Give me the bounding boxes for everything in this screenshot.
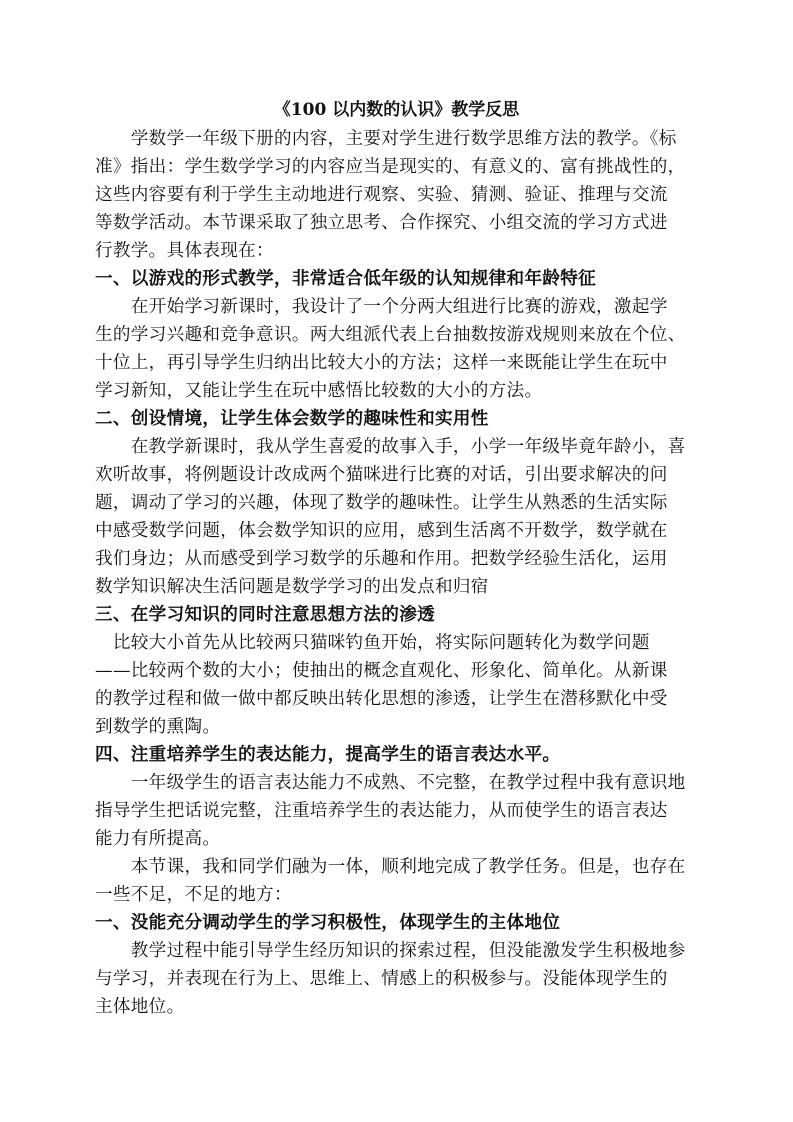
section-heading: 四、注重培养学生的表达能力，提高学生的语言表达水平。	[95, 744, 561, 765]
paragraph-line: 在教学新课时，我从学生喜爱的故事入手，小学一年级毕竟年龄小，喜	[95, 437, 686, 457]
paragraph-line: 一年级学生的语言表达能力不成熟、不完整，在教学过程中我有意识地	[95, 773, 686, 793]
paragraph-line: 生的学习兴趣和竞争意识。两大组派代表上台抽数按游戏规则来放在个位、	[95, 325, 686, 345]
paragraph-line: 到数学的熏陶。	[95, 717, 221, 737]
paragraph-line: 等数学活动。本节课采取了独立思考、合作探究、小组交流的学习方式进	[95, 213, 668, 233]
paragraph-line: 准》指出：学生数学学习的内容应当是现实的、有意义的、富有挑战性的，	[95, 157, 686, 177]
section-heading: 一、以游戏的形式教学，非常适合低年级的认知规律和年龄特征	[95, 268, 597, 289]
paragraph-line: 数学知识解决生活问题是数学学习的出发点和归宿	[95, 577, 489, 597]
paragraph-line: 比较大小首先从比较两只猫咪钓鱼开始，将实际问题转化为数学问题	[95, 633, 650, 653]
section-heading: 二、创设情境，让学生体会数学的趣味性和实用性	[95, 408, 489, 429]
paragraph-line: 学习新知，又能让学生在玩中感悟比较数的大小的方法。	[95, 381, 543, 401]
paragraph-line: 中感受数学问题，体会数学知识的应用，感到生活离不开数学，数学就在	[95, 521, 668, 541]
document-title: 《100 以内数的认识》教学反思	[273, 100, 520, 120]
paragraph-line: 在开始学习新课时，我设计了一个分两大组进行比赛的游戏，激起学	[95, 297, 668, 317]
paragraph-line: ——比较两个数的大小；使抽出的概念直观化、形象化、简单化。从新课	[95, 661, 668, 681]
paragraph-line: 的教学过程和做一做中都反映出转化思想的渗透，让学生在潜移默化中受	[95, 689, 668, 709]
paragraph-line: 欢听故事，将例题设计改成两个猫咪进行比赛的对话，引出要求解决的问	[95, 465, 668, 485]
paragraph-line: 学数学一年级下册的内容，主要对学生进行数学思维方法的教学。《标	[95, 129, 677, 149]
paragraph-line: 题，调动了学习的兴趣，体现了数学的趣味性。让学生从熟悉的生活实际	[95, 493, 668, 513]
paragraph-line: 本节课，我和同学们融为一体，顺利地完成了教学任务。但是，也存在	[95, 857, 686, 877]
paragraph-line: 教学过程中能引导学生经历知识的探索过程，但没能激发学生积极地参	[95, 941, 686, 961]
paragraph-line: 一些不足，不足的地方：	[95, 885, 292, 905]
paragraph-line: 这些内容要有利于学生主动地进行观察、实验、猜测、验证、推理与交流	[95, 185, 668, 205]
paragraph-line: 我们身边；从而感受到学习数学的乐趣和作用。把数学经验生活化，运用	[95, 549, 668, 569]
section-heading: 一、没能充分调动学生的学习积极性，体现学生的主体地位	[95, 912, 561, 933]
paragraph-line: 行教学。具体表现在：	[95, 241, 274, 261]
paragraph-line: 与学习，并表现在行为上、思维上、情感上的积极参与。没能体现学生的	[95, 969, 668, 989]
paragraph-line: 十位上，再引导学生归纳出比较大小的方法；这样一来既能让学生在玩中	[95, 353, 668, 373]
section-heading: 三、在学习知识的同时注意思想方法的渗透	[95, 604, 435, 625]
paragraph-line: 主体地位。	[95, 997, 185, 1017]
paragraph-line: 能力有所提高。	[95, 829, 221, 849]
paragraph-line: 指导学生把话说完整，注重培养学生的表达能力，从而使学生的语言表达	[95, 801, 668, 821]
